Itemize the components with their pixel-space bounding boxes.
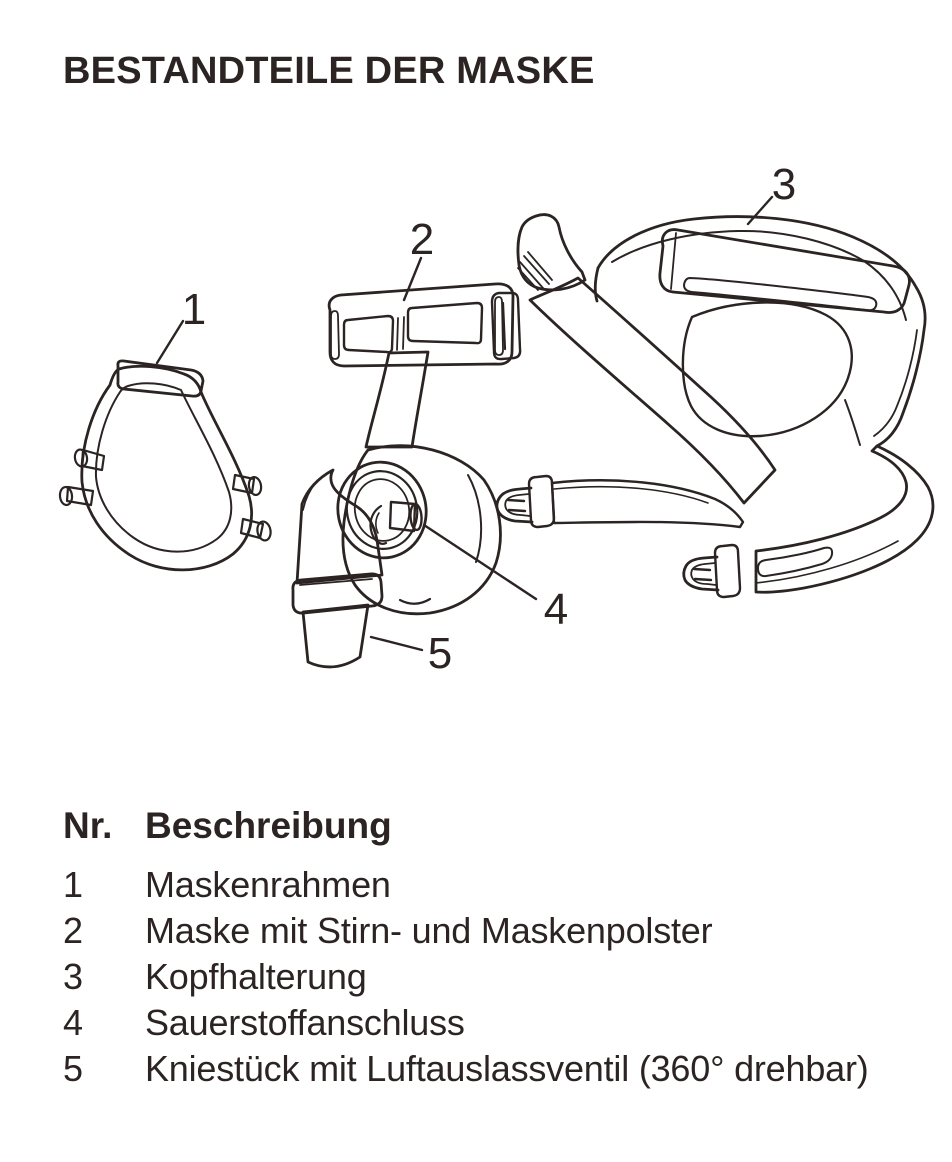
headgear-top-strap-slot [684,278,876,311]
forehead-bar-center-lines [397,317,404,350]
header-description: Beschreibung [145,805,392,846]
headgear-clip-upper [497,476,554,527]
row-number: 4 [63,1002,83,1043]
clip-upper-tab [529,476,554,527]
mask-body-drawing [293,284,513,667]
row-description: Maskenrahmen [145,864,391,905]
row-description: Sauerstoffanschluss [145,1002,465,1043]
callout-5: 5 [427,629,453,678]
callout-4: 4 [543,585,569,634]
clip-upper-hook-inner [505,494,530,516]
headgear-front-tab-hatch [518,252,552,290]
mask-cushion-bottom-notch [400,599,430,604]
headgear-rim-inner-line [874,330,917,436]
forehead-support-bar [329,284,513,366]
headgear-top-strap-endline [671,233,676,289]
clip-upper-prongs [508,500,525,511]
frame-peg-left-upper [74,449,104,470]
callout-leader-lines [157,197,772,650]
elbow-tube-upper [297,470,382,583]
callout-2: 2 [409,215,435,264]
forehead-bar-end-slot-right [495,297,503,355]
row-description: Maske mit Stirn- und Maskenpolster [145,910,713,951]
callout-numbers [182,160,796,678]
headgear-clip-lower [684,545,740,597]
callout-1: 1 [181,285,207,334]
table-row [63,1046,923,1092]
headgear-top-strap [660,230,910,313]
row-number: 2 [63,910,83,951]
row-description: Kopfhalterung [145,956,367,997]
page-title: BESTANDTEILE DER MASKE [63,50,595,92]
elbow-tube-lower [303,605,368,667]
forehead-bar-window-left [344,316,393,352]
row-number: 5 [63,1048,83,1089]
table-row [63,1000,923,1046]
clip-lower-hook-inner [691,563,716,585]
table-row [63,954,923,1000]
parts-table-header [63,806,923,862]
parts-table [63,806,923,1092]
clip-lower-prongs [694,569,711,580]
headgear-side-panel [683,302,852,436]
headgear-panel-to-waist-line [845,400,860,445]
leader-line-3 [748,197,772,224]
row-number: 3 [63,956,83,997]
headgear-drawing [492,215,933,597]
elbow-ring-inner [349,474,415,546]
forehead-bar-end-slot-left [331,311,339,359]
callout-3: 3 [771,160,797,209]
leader-line-5 [371,637,422,650]
oxygen-port-clip-inner [376,513,379,533]
clip-upper-hook [497,488,532,522]
frame-peg-right-upper [233,475,262,496]
headgear-bottom-strap [756,446,933,592]
table-row [63,862,923,908]
forehead-bar-window-right [408,303,482,343]
frame-outline [82,366,252,570]
row-number: 1 [63,864,83,905]
leader-line-2 [404,258,421,300]
table-row [63,908,923,954]
frame-inner-contour [96,383,231,551]
mask-frame-drawing [59,361,272,570]
headgear-dome-inner-line [612,231,864,262]
headgear-front-band [530,278,775,503]
header-nr: Nr. [63,805,113,846]
mask-cushion-contour [468,475,481,562]
row-description: Kniestück mit Luftauslassventil (360° drehbar) [145,1048,869,1089]
headgear-dome [598,217,925,446]
leader-line-1 [157,321,183,363]
